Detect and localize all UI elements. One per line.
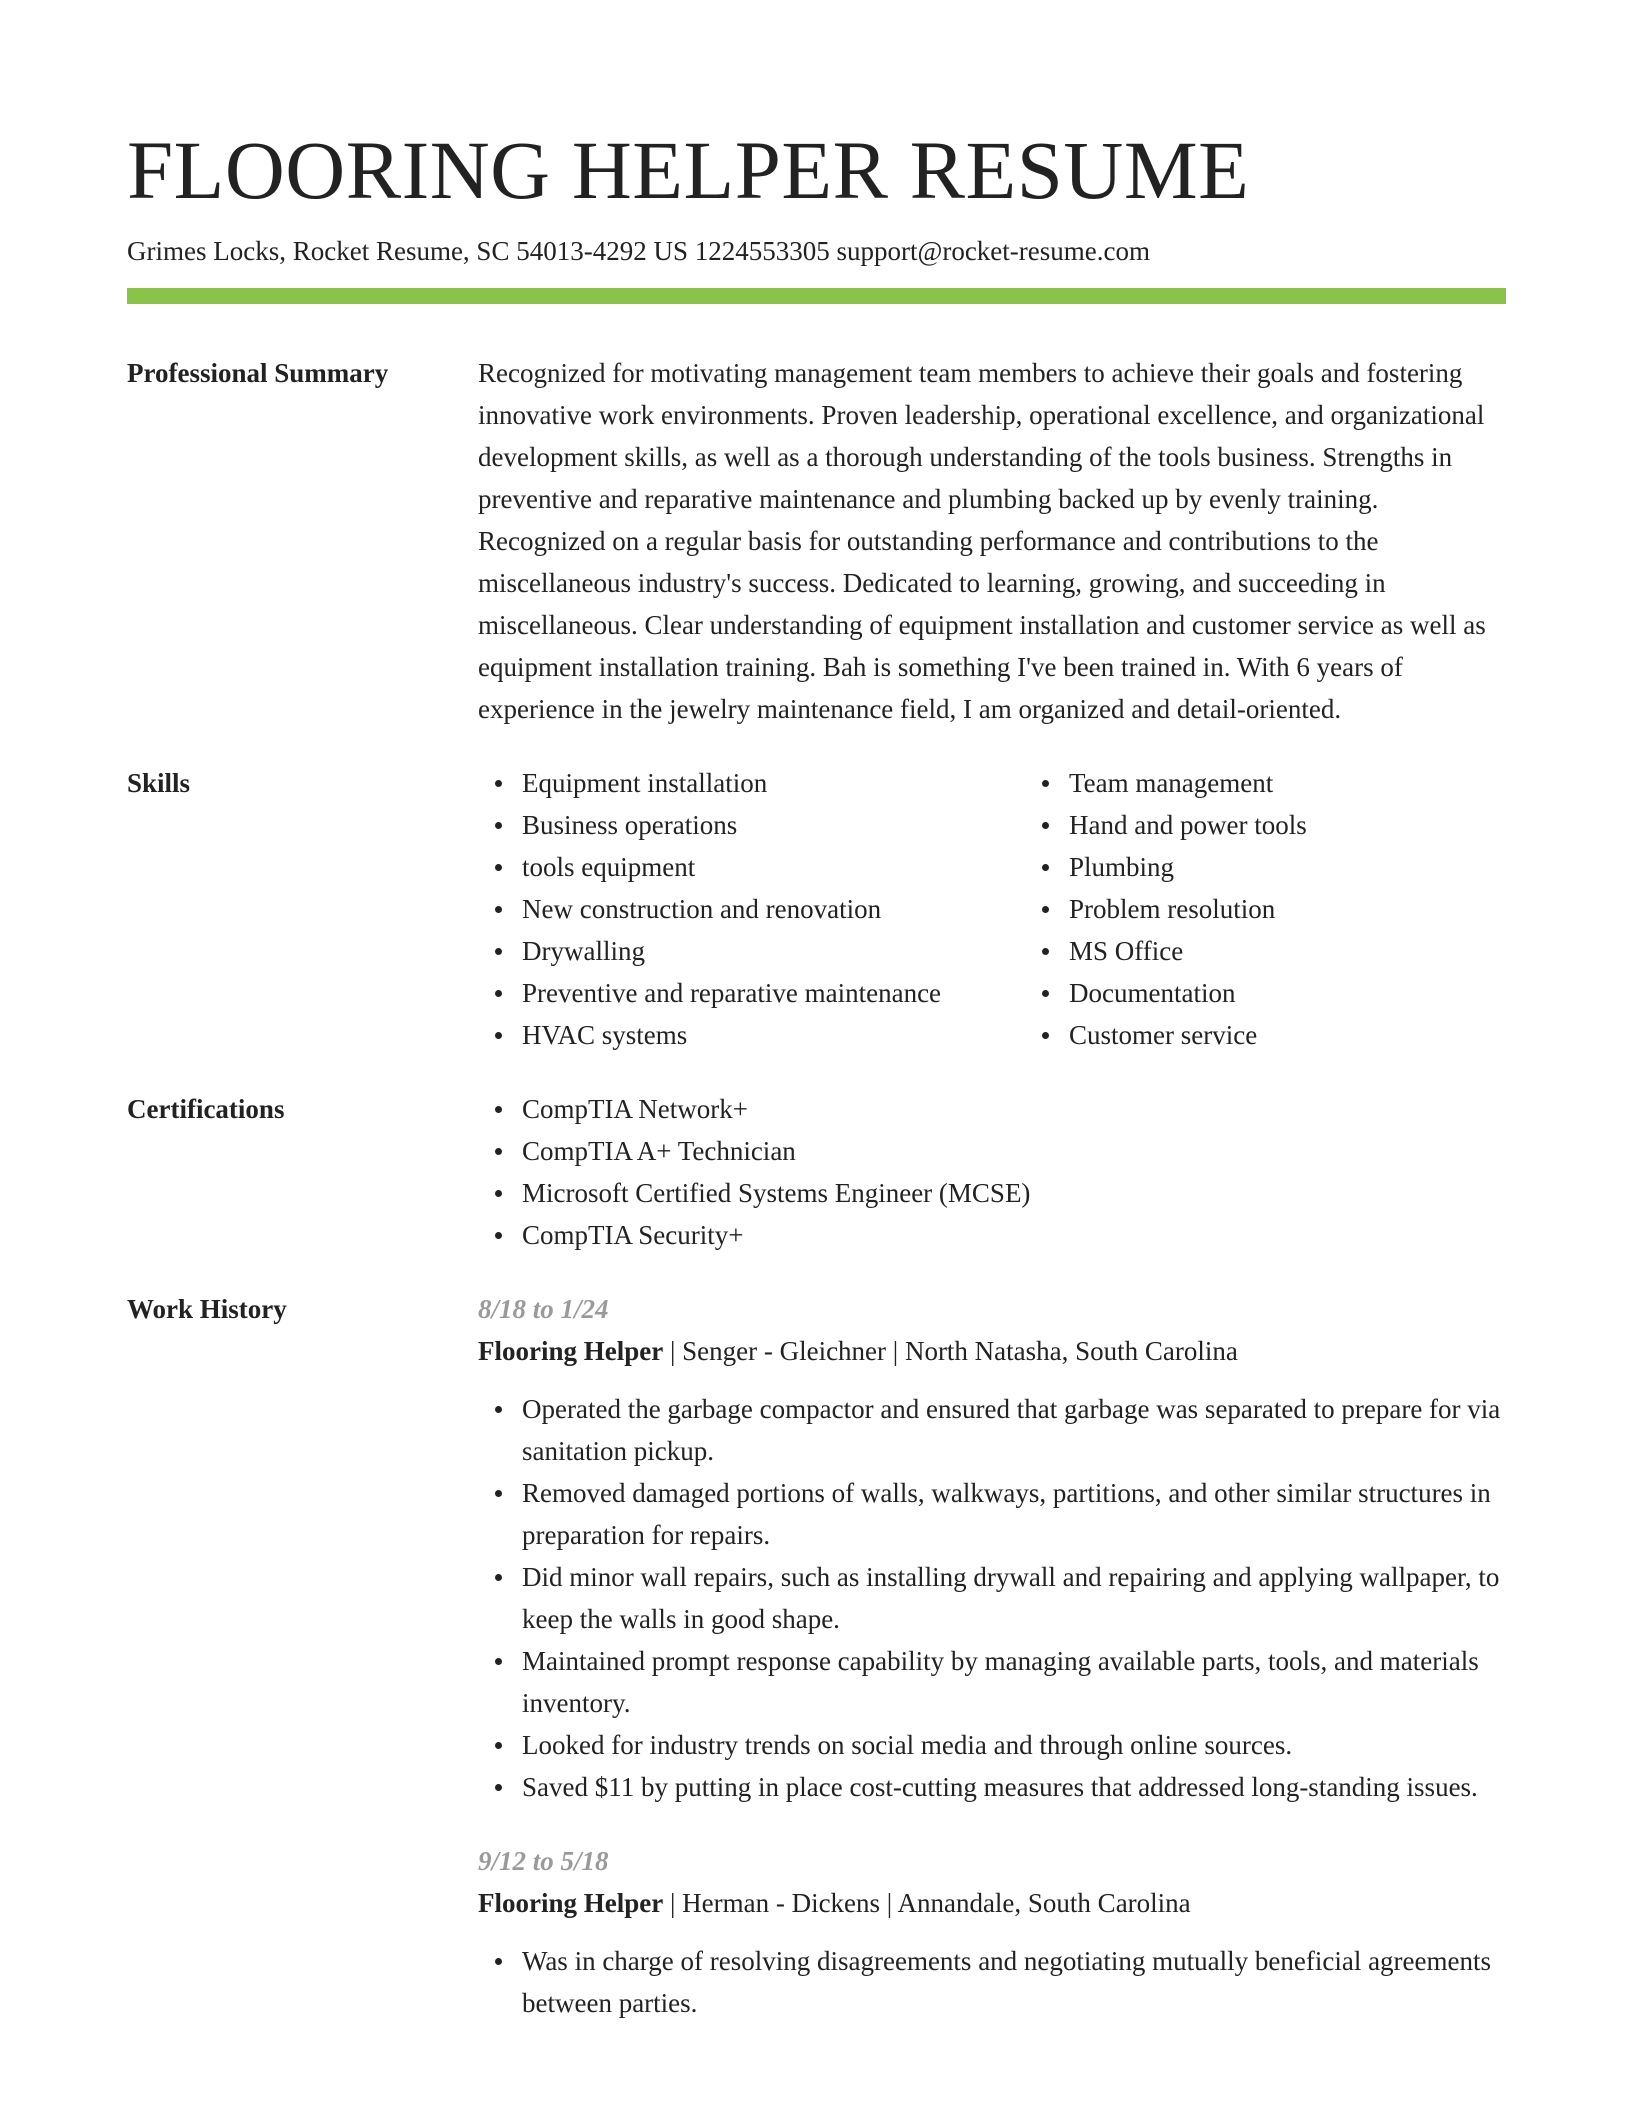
skill-item: Business operations bbox=[522, 804, 1025, 846]
skill-item: HVAC systems bbox=[522, 1014, 1025, 1056]
skill-item: Drywalling bbox=[522, 930, 1025, 972]
certification-item: CompTIA A+ Technician bbox=[522, 1130, 1506, 1172]
certification-item: CompTIA Network+ bbox=[522, 1088, 1506, 1130]
job-employer-location: | Senger - Gleichner | North Natasha, South Carolina bbox=[663, 1336, 1238, 1366]
job-heading bbox=[478, 1330, 1506, 1372]
skill-item: Customer service bbox=[1069, 1014, 1506, 1056]
summary-text: Recognized for motivating management team members to achieve their goals and fostering innovative work environments. Proven leadership, operational excellence, and organizational development skills, as well as a thorough understanding of the tools business. Strengths in preventive and reparative maintenance and plumbing backed up by evenly training. Recognized on a regular basis for outstanding performance and contributions to the miscellaneous industry's success. Dedicated to learning, growing, and succeeding in miscellaneous. Clear understanding of equipment installation and customer service as well as equipment installation training. Bah is something I've been trained in. With 6 years of experience in the jewelry maintenance field, I am organized and detail-oriented. bbox=[478, 358, 1486, 724]
skill-item: MS Office bbox=[1069, 930, 1506, 972]
skill-item: Equipment installation bbox=[522, 762, 1025, 804]
accent-divider bbox=[127, 288, 1506, 304]
resume-title: FLOORING HELPER RESUME bbox=[127, 124, 1250, 216]
skill-item: tools equipment bbox=[522, 846, 1025, 888]
job-entry bbox=[478, 1840, 1506, 2024]
certification-item: CompTIA Security+ bbox=[522, 1214, 1506, 1256]
skills-section bbox=[127, 762, 1506, 1056]
section-label-skills: Skills bbox=[127, 768, 191, 798]
job-dates: 8/18 to 1/24 bbox=[478, 1294, 609, 1324]
work-history-section bbox=[127, 1288, 1506, 2024]
job-title: Flooring Helper bbox=[478, 1888, 664, 1918]
section-label-summary: Professional Summary bbox=[127, 358, 389, 388]
job-duties-list bbox=[478, 1388, 1506, 1808]
certifications-section bbox=[127, 1088, 1506, 1256]
contact-line: Grimes Locks, Rocket Resume, SC 54013-4292 US 1224553305 support@rocket-resume.com bbox=[127, 236, 1150, 266]
skill-item: Team management bbox=[1069, 762, 1506, 804]
job-duty-item: Looked for industry trends on social media and through online sources. bbox=[522, 1724, 1506, 1766]
work-history-body bbox=[478, 1288, 1506, 2024]
job-duty-item: Removed damaged portions of walls, walkways, partitions, and other similar structures in preparation for repairs. bbox=[522, 1472, 1506, 1556]
skill-item: Preventive and reparative maintenance bbox=[522, 972, 1025, 1014]
summary-section bbox=[127, 352, 1506, 730]
certifications-body bbox=[478, 1088, 1506, 1256]
job-duties-list bbox=[478, 1940, 1506, 2024]
skills-columns bbox=[478, 762, 1506, 1056]
skill-item: Documentation bbox=[1069, 972, 1506, 1014]
certifications-list bbox=[478, 1088, 1506, 1256]
job-duty-item: Did minor wall repairs, such as installing drywall and repairing and applying wallpaper, to keep the walls in good shape. bbox=[522, 1556, 1506, 1640]
job-employer-location: | Herman - Dickens | Annandale, South Carolina bbox=[663, 1888, 1191, 1918]
section-label-work-history: Work History bbox=[127, 1294, 287, 1324]
skill-item: Plumbing bbox=[1069, 846, 1506, 888]
skill-item: Hand and power tools bbox=[1069, 804, 1506, 846]
job-heading bbox=[478, 1882, 1506, 1924]
job-title: Flooring Helper bbox=[478, 1336, 664, 1366]
skill-item: New construction and renovation bbox=[522, 888, 1025, 930]
job-entry bbox=[478, 1288, 1506, 1808]
skill-item: Problem resolution bbox=[1069, 888, 1506, 930]
section-label-certifications: Certifications bbox=[127, 1094, 285, 1124]
job-duty-item: Operated the garbage compactor and ensured that garbage was separated to prepare for via sanitation pickup. bbox=[522, 1388, 1506, 1472]
job-duty-item: Maintained prompt response capability by managing available parts, tools, and materials inventory. bbox=[522, 1640, 1506, 1724]
certification-item: Microsoft Certified Systems Engineer (MCSE) bbox=[522, 1172, 1506, 1214]
job-duty-item: Saved $11 by putting in place cost-cutting measures that addressed long-standing issues. bbox=[522, 1766, 1506, 1808]
skills-list-right bbox=[1025, 762, 1506, 1056]
job-duty-item: Was in charge of resolving disagreements and negotiating mutually beneficial agreements between parties. bbox=[522, 1940, 1506, 2024]
skills-list-left bbox=[478, 762, 1025, 1056]
job-dates: 9/12 to 5/18 bbox=[478, 1846, 609, 1876]
